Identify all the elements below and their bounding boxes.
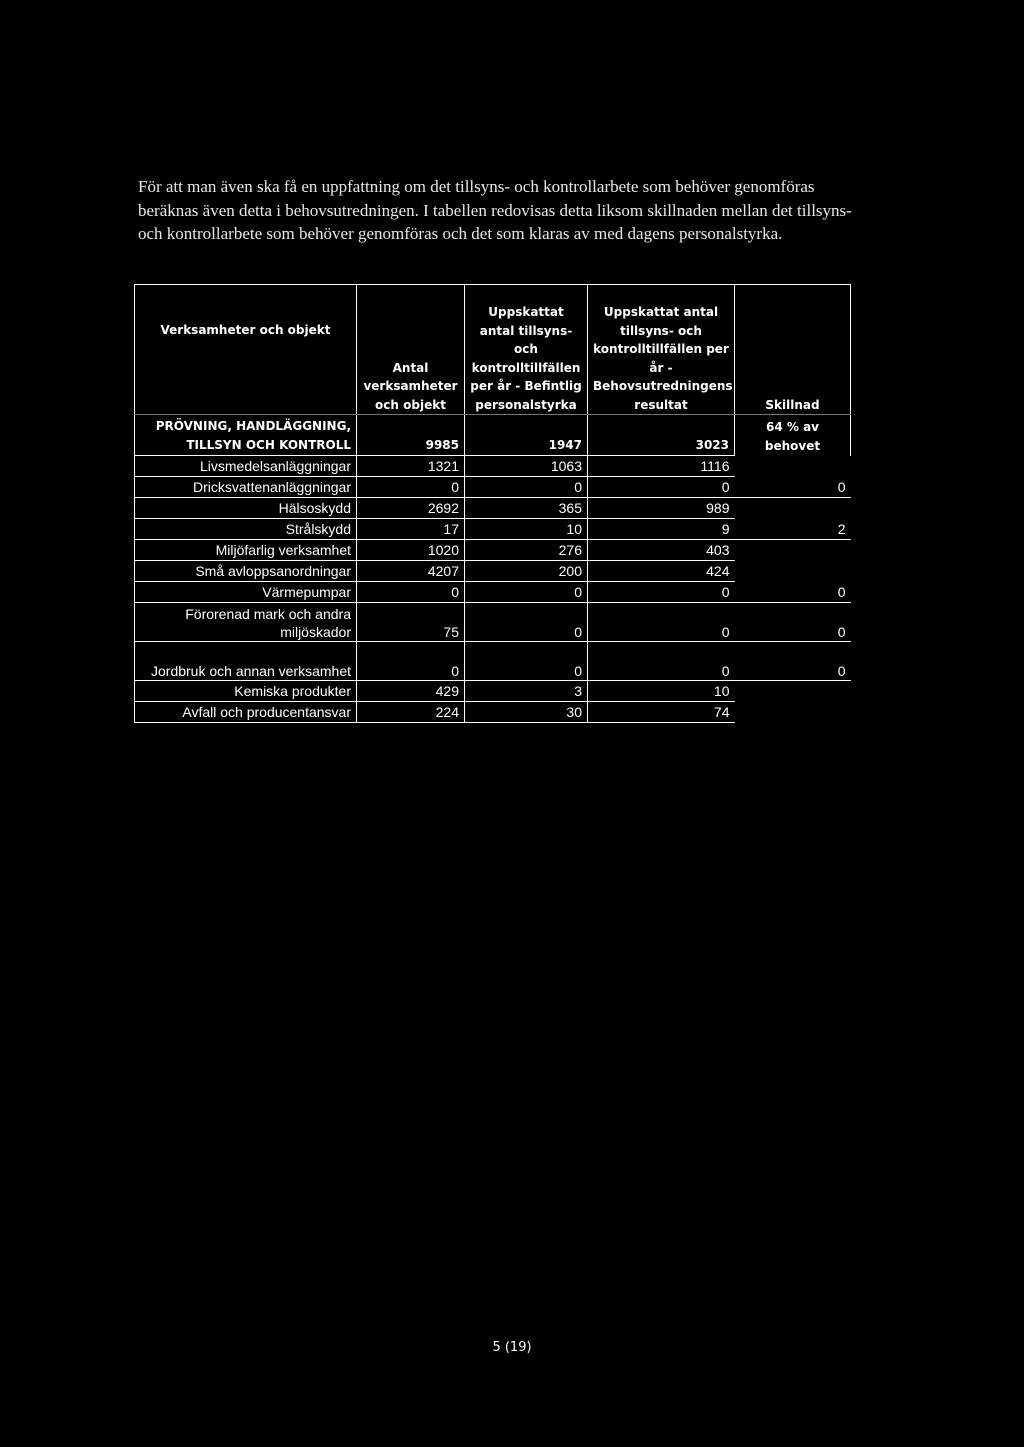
table-row	[135, 477, 851, 498]
row-count: 75	[357, 603, 465, 642]
row-name: Jordbruk och annan verksamhet	[135, 642, 357, 681]
row-diff: 0	[735, 582, 851, 603]
row-needed: 403	[588, 540, 735, 561]
header-current: Uppskattat antal tillsyns- och kontrolltillfällen per år - Befintlig personalstyrka	[465, 285, 588, 415]
row-name: Livsmedelsanläggningar	[135, 456, 357, 477]
row-current: 0	[465, 603, 588, 642]
row-current: 365	[465, 498, 588, 519]
row-name: Förorenad mark och andra miljöskador	[135, 603, 357, 642]
inspection-table	[134, 284, 851, 723]
row-count: 17	[357, 519, 465, 540]
row-diff	[735, 456, 851, 477]
row-name: Avfall och producentansvar	[135, 702, 357, 723]
row-diff: 0	[735, 603, 851, 642]
table-row	[135, 582, 851, 603]
row-count: 0	[357, 582, 465, 603]
row-needed: 0	[588, 477, 735, 498]
row-name: Miljöfarlig verksamhet	[135, 540, 357, 561]
row-name: Kemiska produkter	[135, 681, 357, 702]
row-needed: 10	[588, 681, 735, 702]
row-needed: 0	[588, 582, 735, 603]
row-diff: 2	[735, 519, 851, 540]
header-diff: Skillnad	[735, 285, 851, 415]
row-name: Små avloppsanordningar	[135, 561, 357, 582]
row-current: 1063	[465, 456, 588, 477]
row-current: 0	[465, 582, 588, 603]
section-needed: 3023	[588, 415, 735, 456]
table-row	[135, 702, 851, 723]
section-diff: 64 % av behovet	[735, 415, 851, 456]
row-diff	[735, 702, 851, 723]
row-current: 10	[465, 519, 588, 540]
row-needed: 0	[588, 642, 735, 681]
row-needed: 0	[588, 603, 735, 642]
row-diff	[735, 498, 851, 519]
row-count: 224	[357, 702, 465, 723]
row-count: 0	[357, 642, 465, 681]
row-name: Värmepumpar	[135, 582, 357, 603]
row-current: 30	[465, 702, 588, 723]
row-needed: 424	[588, 561, 735, 582]
row-name: Dricksvattenanläggningar	[135, 477, 357, 498]
header-activity: Verksamheter och objekt	[135, 285, 357, 415]
row-needed: 989	[588, 498, 735, 519]
row-count: 1321	[357, 456, 465, 477]
table-row	[135, 642, 851, 681]
row-diff	[735, 540, 851, 561]
row-needed: 9	[588, 519, 735, 540]
header-count: Antal verksamheter och objekt	[357, 285, 465, 415]
row-needed: 1116	[588, 456, 735, 477]
row-current: 0	[465, 642, 588, 681]
row-count: 429	[357, 681, 465, 702]
intro-paragraph	[138, 175, 878, 246]
row-count: 1020	[357, 540, 465, 561]
table-row	[135, 603, 851, 642]
row-current: 276	[465, 540, 588, 561]
row-current: 200	[465, 561, 588, 582]
row-diff	[735, 561, 851, 582]
table-row	[135, 519, 851, 540]
section-name: PRÖVNING, HANDLÄGGNING, TILLSYN OCH KONTROLL	[135, 415, 357, 456]
table-row	[135, 540, 851, 561]
row-name: Strålskydd	[135, 519, 357, 540]
row-needed: 74	[588, 702, 735, 723]
row-diff: 0	[735, 477, 851, 498]
row-count: 2692	[357, 498, 465, 519]
row-current: 0	[465, 477, 588, 498]
table-row	[135, 456, 851, 477]
row-diff: 0	[735, 642, 851, 681]
table-row	[135, 498, 851, 519]
row-name: Hälsoskydd	[135, 498, 357, 519]
row-count: 4207	[357, 561, 465, 582]
section-row	[135, 415, 851, 456]
header-needed: Uppskattat antal tillsyns- och kontrolltillfällen per år - Behovsutredningens resultat	[588, 285, 735, 415]
table-header-row	[135, 285, 851, 415]
table-body	[135, 456, 851, 723]
intro-text: För att man även ska få en uppfattning om det tillsyns- och kontrollarbete som behöver genomföras beräknas även detta i behovsutredningen. I tabellen redovisas detta liksom skillnaden mellan det tillsyns- och kontrollarbete som behöver genomföras och det som klaras av med dagens personalstyrka.	[138, 177, 852, 243]
row-count: 0	[357, 477, 465, 498]
section-current: 1947	[465, 415, 588, 456]
row-diff	[735, 681, 851, 702]
page-number: 5 (19)	[492, 1340, 532, 1355]
section-count: 9985	[357, 415, 465, 456]
table-row	[135, 561, 851, 582]
row-current: 3	[465, 681, 588, 702]
table-row	[135, 681, 851, 702]
